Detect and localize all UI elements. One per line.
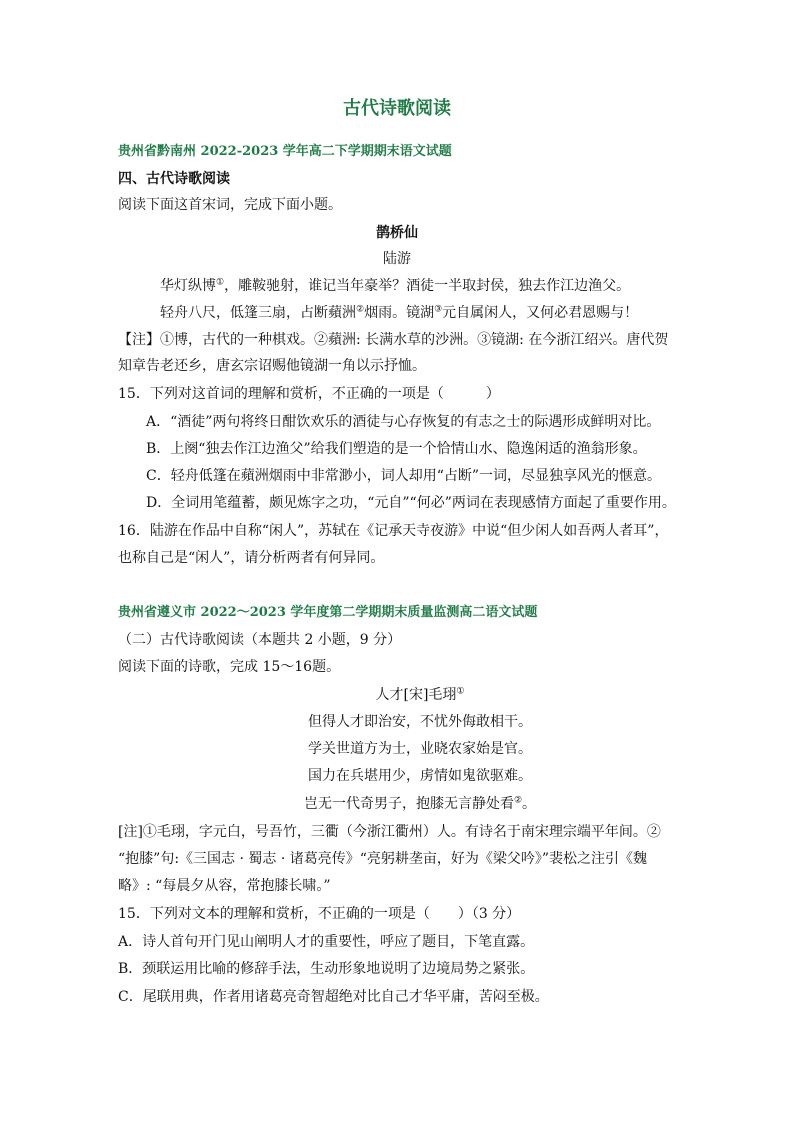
poem2-line-1: 但得人才即治安，不忧外侮敢相干。	[308, 714, 532, 730]
q15-s2-option-c: C．尾联用典，作者用诸葛亮奇智超绝对比自己才华平庸，苦闷至极。	[118, 989, 549, 1005]
q15-s2-option-b: B．颈联运用比喻的修辞手法，生动形象地说明了边境局势之紧张。	[118, 961, 535, 977]
poem2-note-line2: “抱膝”句:《三国志 · 蜀志 · 诸葛亮传》“亮躬耕垄亩，好为《梁父吟》”裴松之注引《魏	[118, 851, 648, 867]
poem1-author: 陆游	[383, 251, 411, 267]
poem2-line-2: 学关世道方为士，业晓农家始是官。	[308, 741, 532, 757]
q15-option-a: A．“酒徒”两句将终日酣饮欢乐的酒徒与心存恢复的有志之士的际遇形成鲜明对比。	[146, 414, 661, 430]
section2-intro: 阅读下面的诗歌，完成 15～16题。	[118, 659, 341, 675]
q15-option-c: C．轻舟低篷在蘋洲烟雨中非常渺小，词人却用“占断”一词，尽显独享风光的惬意。	[146, 468, 662, 484]
section1-heading: 四、古代诗歌阅读	[118, 171, 230, 187]
question-16-line1: 16．陆游在作品中自称“闲人”，苏轼在《记承天寺夜游》中说“但少闲人如吾两人者耳”，	[118, 523, 669, 539]
poem1-stanza-2: 轻舟八尺，低篷三扇，占断蘋洲②烟雨。镜湖③元自属闲人，又何必君恩赐与！	[160, 304, 639, 321]
question-15-s2: 15．下列对文本的理解和赏析，不正确的一项是（ ）（3 分）	[118, 906, 521, 922]
poem2-note-line3: 略》: “每晨夕从容，常抱膝长啸。”	[118, 878, 331, 894]
page-title: 古代诗歌阅读	[343, 98, 451, 119]
poem1-note-line1: 【注】①博，古代的一种棋戏。②蘋洲: 长满水草的沙洲。③镜湖: 在今浙江绍兴。唐代贺	[118, 332, 669, 348]
poem2-note-line1: [注]①毛珝，字元白，号吾竹，三衢（今浙江衢州）人。有诗名于南宋理宗端平年间。②	[118, 824, 661, 840]
question-16-line2: 也称自己是“闲人”，请分析两者有何异同。	[118, 550, 385, 566]
section2-heading: （二）古代诗歌阅读（本题共 2 小题，9 分）	[118, 632, 402, 648]
poem1-title: 鹊桥仙	[376, 225, 418, 241]
poem2-line-3: 国力在兵堪用少，虏情如鬼欲驱难。	[308, 768, 532, 784]
poem1-stanza-1: 华灯纵博①，雕鞍驰射，谁记当年豪举？酒徒一半取封侯，独去作江边渔父。	[160, 277, 631, 294]
section2-source: 贵州省遵义市 2022～2023 学年度第二学期期末质量监测高二语文试题	[118, 605, 538, 620]
poem2-title: 人才[宋]毛珝①	[375, 686, 465, 703]
q15-option-b: B．上阕“独去作江边渔父”给我们塑造的是一个恰情山水、隐逸闲适的渔翁形象。	[146, 441, 647, 457]
section1-source: 贵州省黔南州 2022-2023 学年高二下学期期末语文试题	[118, 144, 452, 159]
poem2-line-4: 岂无一代奇男子，抱膝无言静处看②。	[303, 795, 537, 812]
poem1-note-line2: 知章告老还乡，唐玄宗诏赐他镜湖一角以示抒恤。	[118, 358, 426, 374]
section1-intro: 阅读下面这首宋词，完成下面小题。	[118, 197, 342, 213]
q15-option-d: D．全词用笔蕴蓄，颇见炼字之功，“元自”“何必”两词在表现感情方面起了重要作用。	[146, 495, 676, 511]
q15-s2-option-a: A．诗人首句开门见山阐明人才的重要性，呼应了题目，下笔直露。	[118, 934, 535, 950]
question-15: 15．下列对这首词的理解和赏析，不正确的一项是（ ）	[118, 386, 500, 402]
